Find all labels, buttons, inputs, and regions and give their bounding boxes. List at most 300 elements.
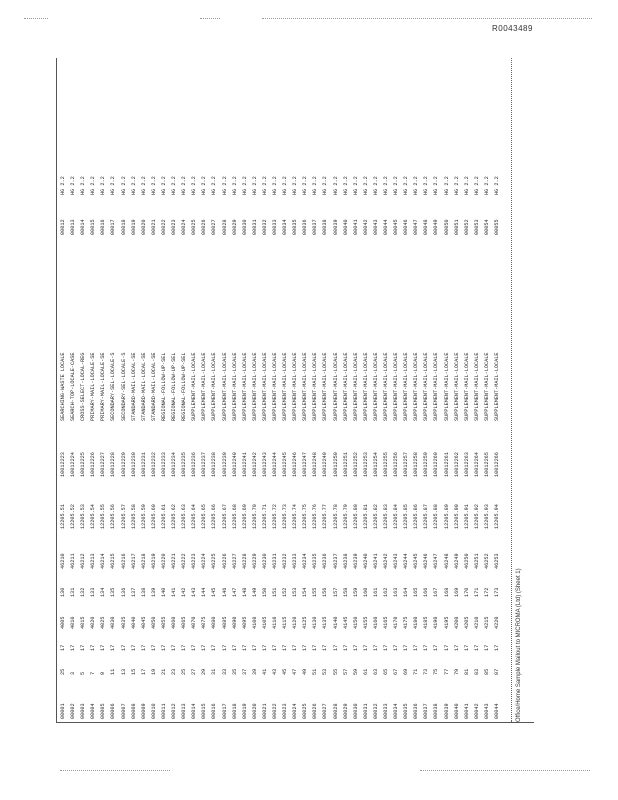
table-cell: 4010 (70, 616, 77, 629)
table-cell: 46250 (463, 553, 470, 569)
table-cell: HG 2.2 (473, 176, 480, 195)
table-cell: 10012225 (80, 452, 87, 477)
table-cell: 4185 (423, 616, 430, 629)
table-row (199, 164, 209, 722)
table-cell: 12205.51 (60, 504, 66, 529)
table-cell: 46214 (100, 553, 107, 569)
table-cell: 17 (221, 644, 228, 651)
table-cell: 12205.69 (241, 504, 248, 529)
table-cell: 5 (80, 671, 87, 675)
table-cell: 46234 (302, 553, 309, 569)
table-cell: HG 2.2 (261, 176, 268, 195)
table-cell: SUPPLEMENT-MAIL-LOCALE (271, 352, 278, 421)
table-cell: 145 (211, 587, 218, 597)
table-row (442, 164, 452, 722)
table-cell: 4030 (110, 616, 117, 629)
table-cell: 4055 (160, 616, 167, 629)
table-cell: 85 (483, 668, 490, 675)
table-cell: 10012232 (150, 452, 157, 477)
table-cell: 00039 (443, 703, 450, 719)
table-cell: 10012251 (342, 452, 349, 477)
table-cell: 46215 (110, 553, 117, 569)
table-cell: 10012256 (393, 452, 400, 477)
table-cell: 87 (494, 668, 501, 675)
table-cell: 00014 (191, 703, 198, 719)
table-row (310, 164, 320, 722)
table-cell: 12205.80 (352, 504, 359, 529)
table-cell: HG 2.2 (302, 176, 309, 195)
table-cell: 46226 (221, 553, 228, 569)
table-cell: 12205.64 (191, 504, 198, 529)
table-cell: 46223 (191, 553, 198, 569)
table-cell: 46253 (494, 553, 501, 569)
table-cell: 10012247 (302, 452, 309, 477)
table-cell: HG 2.2 (171, 176, 178, 195)
table-cell: 10012241 (241, 452, 248, 477)
table-cell: 46222 (181, 553, 188, 569)
table-cell: 17 (130, 644, 137, 651)
table-cell: HG 2.2 (241, 176, 248, 195)
table-cell: 162 (383, 587, 389, 597)
table-cell: 10012265 (483, 452, 490, 477)
table-cell: 156 (322, 587, 329, 597)
table-row (391, 164, 401, 722)
table-cell: 00051 (453, 219, 460, 235)
table-cell: 137 (130, 587, 137, 597)
table-cell: 53 (322, 668, 329, 675)
table-cell: 00054 (483, 219, 490, 235)
table-cell: 00021 (261, 703, 268, 719)
table-cell: 11 (110, 668, 117, 675)
table-cell: 4095 (241, 616, 248, 629)
table-row (331, 164, 341, 722)
table-cell: HG 2.2 (292, 176, 299, 195)
table-cell: 4075 (201, 616, 208, 629)
table-cell: 00008 (130, 703, 137, 719)
table-cell: 154 (302, 587, 309, 597)
table-row (250, 164, 260, 722)
table-cell: SUPPLEMENT-MAIL-LOCALE (494, 352, 501, 421)
table-cell: 17 (271, 644, 278, 651)
table-cell: 67 (393, 668, 400, 675)
table-cell: 12205.77 (322, 504, 329, 529)
table-row (149, 164, 159, 722)
table-cell: 00015 (90, 219, 97, 235)
table-cell: 21 (160, 668, 167, 675)
table-cell: 00029 (342, 703, 349, 719)
table-cell: 10012231 (140, 452, 147, 477)
table-cell: 00049 (433, 219, 440, 235)
table-cell: 46217 (130, 553, 137, 569)
table-cell: 43 (271, 668, 278, 675)
table-cell: 46210 (60, 553, 66, 569)
table-cell: 4080 (211, 616, 218, 629)
table-cell: SUPPLEMENT-MAIL-LOCALE (211, 352, 218, 421)
table-cell: 4215 (483, 616, 490, 629)
table-cell: 00011 (160, 703, 167, 719)
table-cell: 71 (413, 668, 420, 675)
data-table (58, 164, 502, 722)
table-cell: 4025 (100, 616, 107, 629)
table-cell: SUPPLEMENT-MAIL-LOCALE (383, 352, 389, 421)
table-cell: 00020 (251, 703, 258, 719)
table-cell: 23 (171, 668, 178, 675)
table-cell: 17 (443, 644, 450, 651)
table-cell: 12205.84 (393, 504, 400, 529)
table-cell: 46213 (90, 553, 97, 569)
table-cell: 00019 (130, 219, 137, 235)
table-cell: CROSS-SELECT-LOCAL-REG (80, 352, 87, 421)
table-cell: 17 (322, 644, 329, 651)
table-cell: 151 (271, 587, 278, 597)
table-cell: 17 (150, 644, 157, 651)
table-cell: 10012252 (352, 452, 359, 477)
table-cell: 153 (292, 587, 299, 597)
table-cell: PRIMARY-MAIL-LOCALE-SE (90, 352, 97, 421)
table-cell: 00026 (201, 219, 208, 235)
table-cell: 4015 (80, 616, 87, 629)
table-cell: HG 2.2 (383, 176, 389, 195)
table-row (108, 164, 118, 722)
table-cell: 17 (231, 644, 238, 651)
table-row (129, 164, 139, 722)
table-cell: 12205.61 (160, 504, 167, 529)
table-cell: 17 (191, 644, 198, 651)
table-cell: 163 (393, 587, 400, 597)
table-row (220, 164, 230, 722)
table-cell: 47 (292, 668, 299, 675)
rotated-table-sheet (56, 58, 533, 722)
table-cell: HG 2.2 (110, 176, 117, 195)
table-cell: 166 (423, 587, 430, 597)
table-cell: 4125 (302, 616, 309, 629)
table-cell: 00012 (171, 703, 178, 719)
table-cell: 00036 (413, 703, 420, 719)
table-cell: 00038 (433, 703, 440, 719)
table-cell: 4190 (433, 616, 440, 629)
table-cell: 00022 (160, 219, 167, 235)
table-cell: 17 (181, 644, 188, 651)
table-cell: HG 2.2 (90, 176, 97, 195)
table-cell: 15 (130, 668, 137, 675)
table-cell: 00043 (483, 703, 490, 719)
table-cell: 46233 (292, 553, 299, 569)
table-cell: SUPPLEMENT-MAIL-LOCALE (423, 352, 430, 421)
table-row (240, 164, 250, 722)
table-cell: SUPPLEMENT-MAIL-LOCALE (413, 352, 420, 421)
table-cell: 4090 (231, 616, 238, 629)
table-cell: 00018 (231, 703, 238, 719)
table-row (58, 164, 68, 722)
table-cell: 17 (80, 644, 87, 651)
table-cell: 00013 (181, 703, 188, 719)
table-cell: 4045 (140, 616, 147, 629)
table-cell: 10012253 (362, 452, 369, 477)
table-row (290, 164, 300, 722)
table-cell: 17 (383, 644, 389, 651)
table-cell: 41 (261, 668, 268, 675)
table-cell: 00040 (453, 703, 460, 719)
table-cell: 77 (443, 668, 450, 675)
table-cell: 4100 (251, 616, 258, 629)
table-cell: 4145 (342, 616, 349, 629)
table-row (381, 164, 391, 722)
table-cell: HG 2.2 (403, 176, 410, 195)
table-cell: 168 (443, 587, 450, 597)
table-cell: 170 (463, 587, 470, 597)
table-cell: HG 2.2 (453, 176, 460, 195)
table-cell: 10012243 (261, 452, 268, 477)
table-cell: SUPPLEMENT-MAIL-LOCALE (473, 352, 480, 421)
table-cell: HG 2.2 (201, 176, 208, 195)
table-cell: 46231 (271, 553, 278, 569)
table-cell: HG 2.2 (443, 176, 450, 195)
table-cell: 17 (120, 644, 127, 651)
table-cell: 146 (221, 587, 228, 597)
table-cell: 12205.93 (483, 504, 490, 529)
table-cell: HG 2.2 (181, 176, 188, 195)
table-cell: 00029 (231, 219, 238, 235)
table-cell: 12205.83 (383, 504, 389, 529)
table-row (260, 164, 270, 722)
table-cell: SUPPLEMENT-MAIL-LOCALE (191, 352, 198, 421)
table-cell: 00035 (292, 219, 299, 235)
table-cell: 00023 (171, 219, 178, 235)
table-cell: 4150 (352, 616, 359, 629)
table-cell: 10012237 (201, 452, 208, 477)
table-row (300, 164, 310, 722)
table-cell: 61 (362, 668, 369, 675)
table-cell: 12205.88 (433, 504, 440, 529)
table-cell: HG 2.2 (70, 176, 77, 195)
table-row (270, 164, 280, 722)
table-cell: 17 (483, 644, 490, 651)
table-cell: 12205.82 (372, 504, 379, 529)
table-cell: 00013 (70, 219, 77, 235)
table-cell: 46220 (160, 553, 167, 569)
table-cell: 00019 (241, 703, 248, 719)
table-cell: 00042 (362, 219, 369, 235)
table-cell: 00031 (362, 703, 369, 719)
table-cell: 00042 (473, 703, 480, 719)
table-cell: 00001 (60, 703, 66, 719)
table-cell: 134 (100, 587, 107, 597)
table-cell: 4005 (60, 616, 66, 629)
table-cell: 135 (110, 587, 117, 597)
table-row (209, 164, 219, 722)
table-cell: 9 (100, 671, 107, 675)
table-cell: 25 (181, 668, 188, 675)
table-cell: SUPPLEMENT-MAIL-LOCALE (443, 352, 450, 421)
table-cell: 46238 (342, 553, 349, 569)
table-cell: 10012235 (181, 452, 188, 477)
table-cell: 4195 (443, 616, 450, 629)
table-cell: 29 (201, 668, 208, 675)
table-cell: 17 (241, 644, 248, 651)
table-cell: 00024 (181, 219, 188, 235)
table-cell: 17 (423, 644, 430, 651)
table-cell: 12205.65 (201, 504, 208, 529)
table-row (139, 164, 149, 722)
table-row (401, 164, 411, 722)
table-row (230, 164, 240, 722)
table-cell: SUPPLEMENT-MAIL-LOCALE (332, 352, 339, 421)
table-cell: 10012257 (403, 452, 410, 477)
table-cell: 7 (90, 671, 97, 675)
table-cell: 00038 (322, 219, 329, 235)
table-cell: 10012240 (231, 452, 238, 477)
table-cell: 4160 (372, 616, 379, 629)
table-cell: 46229 (251, 553, 258, 569)
table-cell: 00035 (403, 703, 410, 719)
table-cell: 00053 (473, 219, 480, 235)
table-cell: 17 (261, 644, 268, 651)
table-cell: 4040 (130, 616, 137, 629)
table-cell: SECONDARY-SEL-LOCALE-S (120, 352, 127, 421)
table-cell: 10012249 (322, 452, 329, 477)
table-cell: 46251 (473, 553, 480, 569)
table-cell: 160 (362, 587, 369, 597)
table-cell: 00032 (372, 703, 379, 719)
table-row (411, 164, 421, 722)
table-cell: 00045 (393, 219, 400, 235)
table-cell: 12205.94 (494, 504, 501, 529)
table-cell: 00044 (494, 703, 501, 719)
table-cell: REGIONAL-FOLLOW-UP-SEL (171, 352, 178, 421)
table-cell: 10012246 (292, 452, 299, 477)
table-cell: 12205.68 (231, 504, 238, 529)
table-cell: 46252 (483, 553, 490, 569)
table-cell: 75 (433, 668, 440, 675)
table-cell: 12205.54 (90, 504, 97, 529)
table-cell: 00004 (90, 703, 97, 719)
table-cell: 10012263 (463, 452, 470, 477)
table-cell: 141 (171, 587, 178, 597)
table-cell: 4105 (261, 616, 268, 629)
table-cell: 4060 (171, 616, 178, 629)
table-cell: 10012226 (90, 452, 97, 477)
table-cell: 46218 (140, 553, 147, 569)
table-cell: 10012239 (221, 452, 228, 477)
table-cell: HG 2.2 (413, 176, 420, 195)
table-cell: 63 (372, 668, 379, 675)
table-cell: 00028 (221, 219, 228, 235)
table-cell: 4070 (191, 616, 198, 629)
table-cell: HG 2.2 (332, 176, 339, 195)
table-cell: SUPPLEMENT-MAIL-LOCALE (282, 352, 289, 421)
table-cell: SUPPLEMENT-MAIL-LOCALE (241, 352, 248, 421)
table-cell: 55 (332, 668, 339, 675)
table-cell: 46216 (120, 553, 127, 569)
table-cell: HG 2.2 (494, 176, 501, 195)
table-cell: SUPPLEMENT-MAIL-LOCALE (201, 352, 208, 421)
table-cell: 4140 (332, 616, 339, 629)
table-cell: 00030 (241, 219, 248, 235)
table-cell: 00015 (201, 703, 208, 719)
table-cell: 12205.76 (312, 504, 319, 529)
table-row (159, 164, 169, 722)
table-cell: 46246 (423, 553, 430, 569)
table-cell: 138 (140, 587, 147, 597)
table-cell: 4180 (413, 616, 420, 629)
table-cell: 17 (302, 644, 309, 651)
table-cell: 12205.78 (332, 504, 339, 529)
table-cell: 17 (100, 644, 107, 651)
table-cell: 4065 (181, 616, 188, 629)
table-cell: 17 (110, 644, 117, 651)
table-cell: 00026 (312, 703, 319, 719)
table-cell: 46230 (261, 553, 268, 569)
table-cell: 17 (433, 644, 440, 651)
table-cell: 10012229 (120, 452, 127, 477)
table-cell: 10012258 (413, 452, 420, 477)
table-cell: 00016 (100, 219, 107, 235)
table-cell: SUPPLEMENT-MAIL-LOCALE (403, 352, 410, 421)
table-cell: 17 (70, 644, 77, 651)
table-cell: 46237 (332, 553, 339, 569)
table-cell: 12205.87 (423, 504, 430, 529)
table-cell: 00007 (120, 703, 127, 719)
table-cell: 12205.67 (221, 504, 228, 529)
table-cell: HG 2.2 (221, 176, 228, 195)
table-cell: HG 2.2 (251, 176, 258, 195)
table-cell: HG 2.2 (271, 176, 278, 195)
table-cell: 147 (231, 587, 238, 597)
table-cell: 00031 (251, 219, 258, 235)
table-cell: 00023 (282, 703, 289, 719)
table-cell: 17 (413, 644, 420, 651)
table-cell: 10012245 (282, 452, 289, 477)
table-cell: 10012230 (130, 452, 137, 477)
table-cell: 12205.53 (80, 504, 87, 529)
sheet-title: Office/Home Sample Mailout to MICROMA (Ltd) (Sheet 1) (516, 568, 522, 722)
header-divider (511, 58, 512, 722)
table-cell: HG 2.2 (342, 176, 349, 195)
table-cell: 00033 (383, 703, 389, 719)
table-cell: SUPPLEMENT-MAIL-LOCALE (302, 352, 309, 421)
table-cell: 10012224 (70, 452, 77, 477)
table-cell: 13 (120, 668, 127, 675)
table-cell: 12205.71 (261, 504, 268, 529)
table-cell: HG 2.2 (423, 176, 430, 195)
table-cell: 69 (403, 668, 410, 675)
table-cell: 79 (453, 668, 460, 675)
table-cell: 10012244 (271, 452, 278, 477)
table-cell: 00043 (372, 219, 379, 235)
table-cell: 19 (150, 668, 157, 675)
scan-artifact-bottom-right (420, 770, 590, 772)
table-cell: 4210 (473, 616, 480, 629)
table-cell: 169 (453, 587, 460, 597)
table-cell: 17 (160, 644, 167, 651)
table-cell: 46211 (70, 553, 77, 569)
table-cell: 4155 (362, 616, 369, 629)
table-cell: 00005 (100, 703, 107, 719)
table-cell: 10012236 (191, 452, 198, 477)
table-cell: SUPPLEMENT-MAIL-LOCALE (292, 352, 299, 421)
table-row (371, 164, 381, 722)
table-cell: 00040 (342, 219, 349, 235)
table-cell: 4135 (322, 616, 329, 629)
table-cell: 00034 (393, 703, 400, 719)
table-cell: SUPPLEMENT-MAIL-LOCALE (322, 352, 329, 421)
table-cell: HG 2.2 (231, 176, 238, 195)
table-cell: 00037 (312, 219, 319, 235)
table-cell: 00032 (261, 219, 268, 235)
table-cell: 10012255 (383, 452, 389, 477)
table-cell: 10012261 (443, 452, 450, 477)
table-cell: 49 (302, 668, 309, 675)
